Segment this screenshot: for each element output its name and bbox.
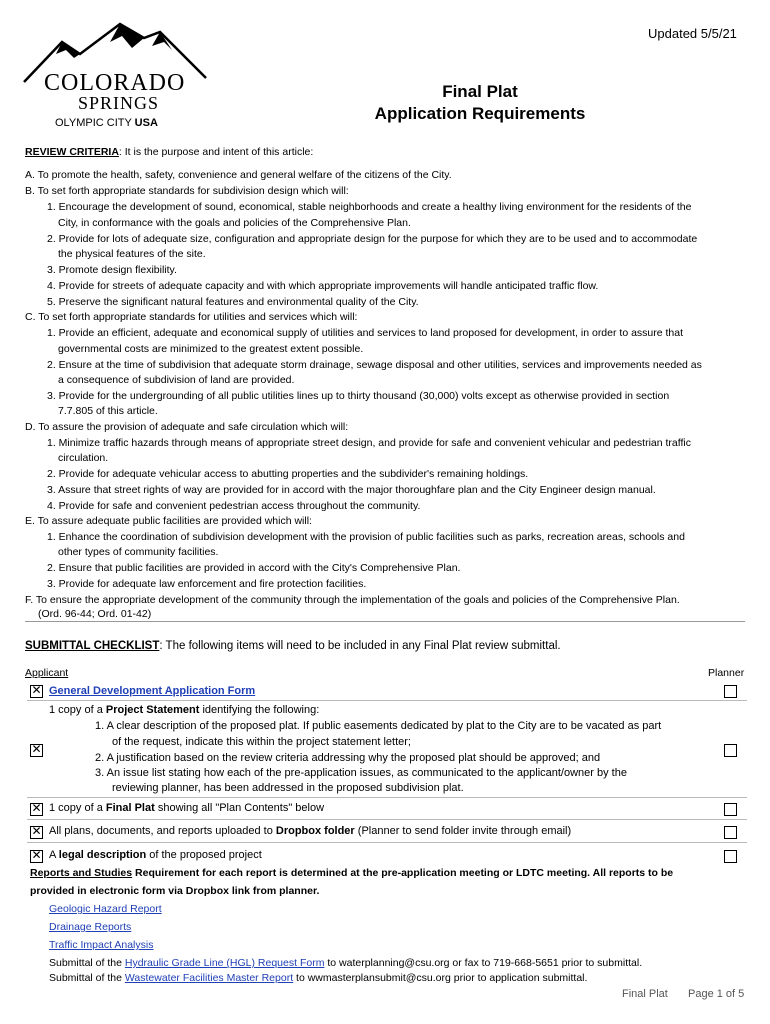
criteria-line: other types of community facilities. bbox=[58, 546, 219, 558]
criteria-line: City, in conformance with the goals and policies of the Comprehensive Plan. bbox=[58, 217, 411, 229]
applicant-checkbox-checked[interactable] bbox=[30, 850, 43, 863]
criteria-line: 3. Assure that street rights of way are provided for in accord with the major thoroughfare plan and the City Engineer design manual. bbox=[47, 484, 656, 496]
checklist-row bbox=[27, 846, 747, 866]
criteria-line: 2. Provide for adequate vehicular access to abutting properties and the subdivider's remaining holdings. bbox=[47, 468, 529, 480]
section-divider bbox=[25, 621, 745, 622]
checklist-row bbox=[27, 702, 747, 798]
project-statement-item: 3. An issue list stating how each of the pre-application issues, as communicated to the applicant/owner by the bbox=[95, 767, 627, 779]
criteria-line: 7.7.805 of this article. bbox=[58, 405, 158, 417]
reports-studies-text: Reports and Studies Requirement for each report is determined at the pre-application meeting or LDTC meeting. All reports to be bbox=[30, 867, 674, 879]
planner-column-label: Planner bbox=[708, 667, 745, 679]
applicant-column-label: Applicant bbox=[25, 667, 69, 679]
wastewater-master-report-link[interactable]: Wastewater Facilities Master Report bbox=[124, 972, 294, 984]
criteria-line: governmental costs are minimized to the greatest extent possible. bbox=[58, 343, 364, 355]
project-statement-item: 1. A clear description of the proposed plat. If public easements dedicated by plat to the City are to be vacated as part bbox=[95, 720, 662, 732]
hgl-request-form-link[interactable]: Hydraulic Grade Line (HGL) Request Form bbox=[124, 957, 325, 969]
applicant-checkbox-checked[interactable] bbox=[30, 803, 43, 816]
planner-checkbox[interactable] bbox=[724, 744, 737, 757]
criteria-line: 2. Ensure at the time of subdivision that adequate storm drainage, sewage disposal and other utilities, services and improvements needed as bbox=[47, 359, 702, 371]
logo-text-springs: SPRINGS bbox=[78, 93, 160, 113]
review-criteria-heading: REVIEW CRITERIA: It is the purpose and intent of this article: bbox=[25, 146, 314, 158]
traffic-impact-analysis-link[interactable]: Traffic Impact Analysis bbox=[49, 939, 154, 951]
project-statement-item: reviewing planner, has been addressed in the proposed subdivision plat. bbox=[112, 782, 464, 794]
page-title-line2: Application Requirements bbox=[374, 104, 586, 123]
criteria-line: 3. Promote design flexibility. bbox=[47, 264, 177, 276]
project-statement-item: of the request, indicate this within the project statement letter; bbox=[112, 736, 411, 748]
criteria-line: 1. Provide an efficient, adequate and economical supply of utilities and services to land proposed for development, in order to assure that bbox=[47, 327, 684, 339]
criteria-line: a consequence of subdivision of land are provided. bbox=[58, 374, 295, 386]
criteria-line: 4. Provide for safe and convenient pedestrian access throughout the community. bbox=[47, 500, 421, 512]
criteria-line: E. To assure adequate public facilities are provided which will: bbox=[25, 515, 312, 527]
checklist-row bbox=[27, 799, 747, 820]
criteria-line: 1. Enhance the coordination of subdivision development with the provision of public facilities such as parks, recreation areas, schools and bbox=[47, 531, 685, 543]
criteria-line: 3. Provide for adequate law enforcement and fire protection facilities. bbox=[47, 578, 367, 590]
project-statement-item: 2. A justification based on the review criteria addressing why the proposed plat should be approved; and bbox=[95, 752, 601, 764]
general-development-application-link[interactable]: General Development Application Form bbox=[49, 685, 256, 697]
footer-doc-name: Final Plat bbox=[622, 988, 668, 1000]
planner-checkbox[interactable] bbox=[724, 803, 737, 816]
drainage-reports-link[interactable]: Drainage Reports bbox=[49, 921, 132, 933]
logo-text-colorado: COLORADO bbox=[44, 70, 186, 96]
checklist-row bbox=[27, 682, 747, 701]
legal-description-text: A legal description of the proposed project bbox=[49, 849, 262, 861]
criteria-line: C. To set forth appropriate standards for utilities and services which will: bbox=[25, 311, 358, 323]
criteria-line: circulation. bbox=[58, 452, 109, 464]
hgl-submittal-text: Submittal of the Hydraulic Grade Line (HGL) Request Form to waterplanning@csu.org or fax to 719-668-5651 prior to submittal. bbox=[49, 957, 643, 969]
planner-checkbox[interactable] bbox=[724, 850, 737, 863]
applicant-checkbox-checked[interactable] bbox=[30, 744, 43, 757]
project-statement-text: 1 copy of a Project Statement identifying the following: bbox=[49, 704, 320, 716]
criteria-line: A. To promote the health, safety, convenience and general welfare of the citizens of the City. bbox=[25, 169, 452, 181]
applicant-checkbox-checked[interactable] bbox=[30, 826, 43, 839]
criteria-line: F. To ensure the appropriate development of the community through the implementation of the goals and policies of the Comprehensive Plan. bbox=[25, 594, 680, 606]
criteria-line: 1. Minimize traffic hazards through means of appropriate street design, and provide for safe and convenient vehicular and pedestrian traffic bbox=[47, 437, 691, 449]
logo-tagline: OLYMPIC CITY USA bbox=[55, 117, 158, 129]
criteria-line: 2. Provide for lots of adequate size, configuration and appropriate design for the purpose for which they are to be used and to accommodate bbox=[47, 233, 698, 245]
checklist-row bbox=[27, 822, 747, 843]
planner-checkbox[interactable] bbox=[724, 685, 737, 698]
footer-page-number: Page 1 of 5 bbox=[688, 988, 745, 1000]
geologic-hazard-report-link[interactable]: Geologic Hazard Report bbox=[49, 903, 162, 915]
applicant-checkbox-checked[interactable] bbox=[30, 685, 43, 698]
criteria-line: 3. Provide for the undergrounding of all public utilities lines up to thirty thousand (30,000) volts except as otherwise provided in section bbox=[47, 390, 670, 402]
criteria-line: D. To assure the provision of adequate and safe circulation which will: bbox=[25, 421, 349, 433]
page-title-line1: Final Plat bbox=[442, 82, 518, 101]
criteria-line: (Ord. 96-44; Ord. 01-42) bbox=[38, 608, 152, 620]
planner-checkbox[interactable] bbox=[724, 826, 737, 839]
criteria-line: 4. Provide for streets of adequate capacity and with which appropriate improvements will handle anticipated traffic flow. bbox=[47, 280, 599, 292]
updated-date: Updated 5/5/21 bbox=[648, 26, 737, 41]
final-plat-text: 1 copy of a Final Plat showing all "Plan Contents" below bbox=[49, 802, 325, 814]
criteria-line: the physical features of the site. bbox=[58, 248, 206, 260]
criteria-line: 1. Encourage the development of sound, economical, stable neighborhoods and create a healthy living environment for the residents of the bbox=[47, 201, 692, 213]
reports-studies-text-cont: provided in electronic form via Dropbox link from planner. bbox=[30, 885, 320, 897]
criteria-line: 5. Preserve the significant natural features and environmental quality of the City. bbox=[47, 296, 419, 308]
wastewater-submittal-text: Submittal of the Wastewater Facilities Master Report to wwmasterplansubmit@csu.org prior to application submittal. bbox=[49, 972, 588, 984]
criteria-line: 2. Ensure that public facilities are provided in accord with the City's Comprehensive Plan. bbox=[47, 562, 461, 574]
dropbox-upload-text: All plans, documents, and reports uploaded to Dropbox folder (Planner to send folder invite through email) bbox=[49, 825, 572, 837]
submittal-checklist-heading: SUBMITTAL CHECKLIST: The following items will need to be included in any Final Plat review submittal. bbox=[25, 640, 561, 652]
criteria-line: B. To set forth appropriate standards for subdivision design which will: bbox=[25, 185, 349, 197]
